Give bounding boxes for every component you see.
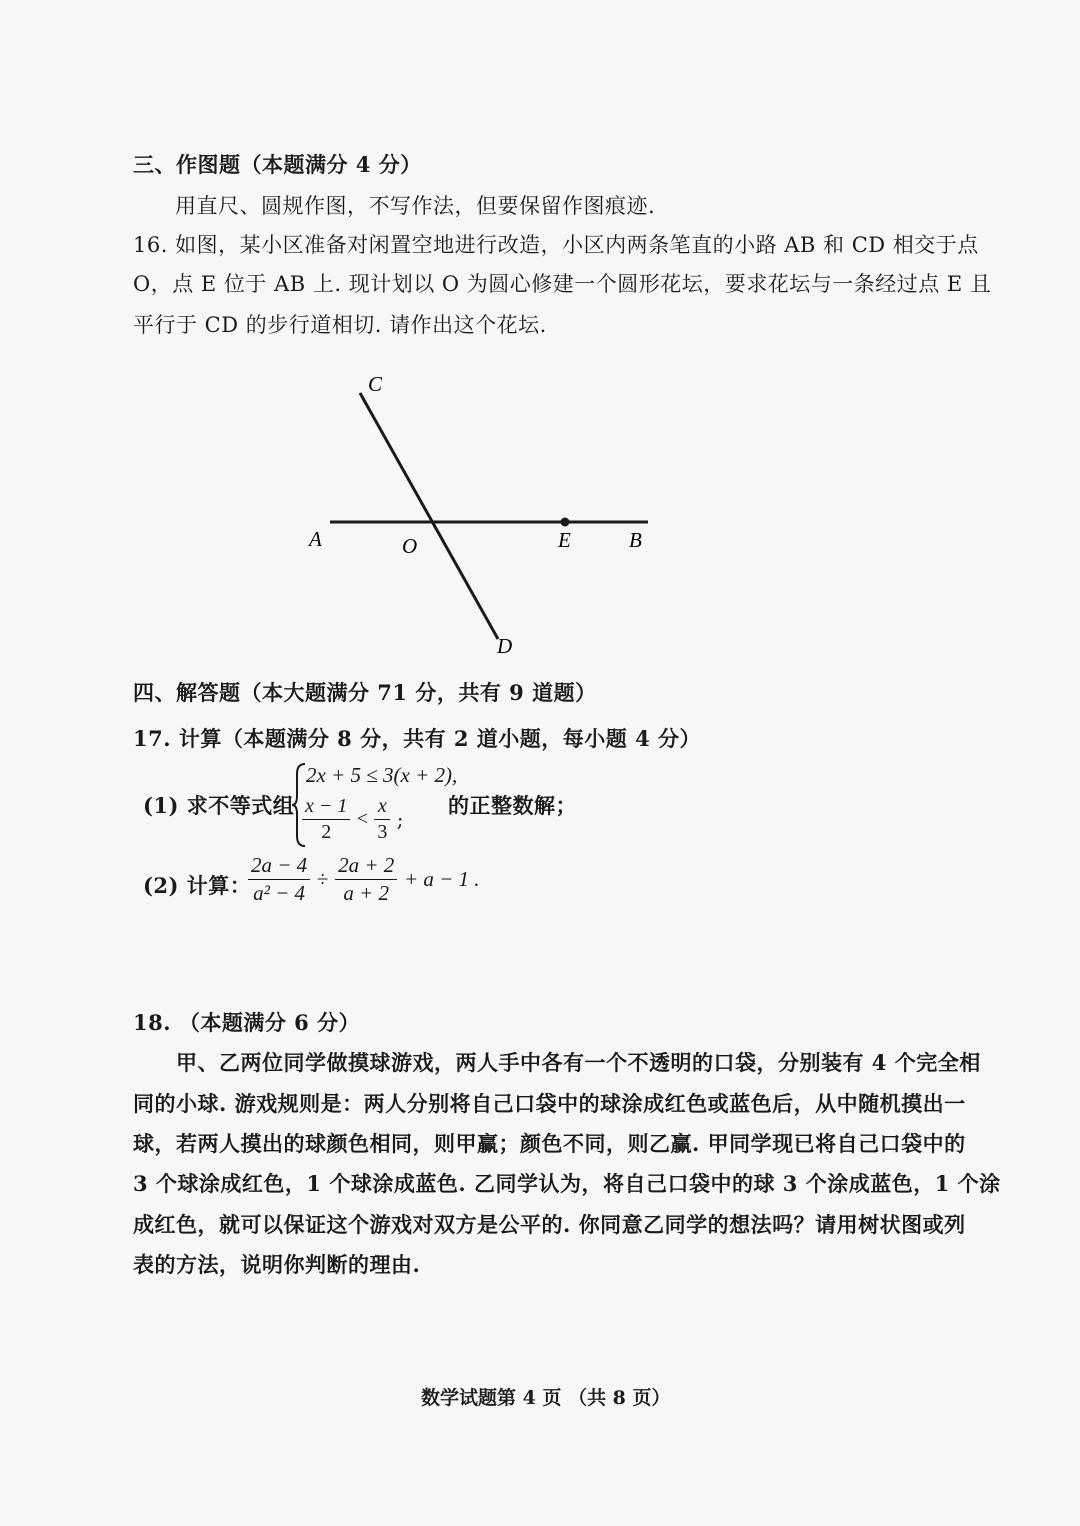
q17-part2-expression bbox=[248, 853, 480, 906]
q16-line1: 16. 如图，某小区准备对闲置空地进行改造，小区内两条笔直的小路 AB 和 CD 相交于点 bbox=[133, 233, 979, 257]
q17-ineq2 bbox=[302, 795, 403, 844]
q17-part2-prefix: (2) 计算： bbox=[143, 873, 252, 898]
part2-frac1-num: 2a − 4 bbox=[248, 853, 310, 880]
section3-heading: 三、作图题（本题满分 4 分） bbox=[133, 152, 422, 177]
label-o: O bbox=[402, 534, 418, 558]
q16-line3: 平行于 CD 的步行道相切. 请作出这个花坛. bbox=[133, 313, 547, 337]
q17-ineq1: 2x + 5 ≤ 3(x + 2), bbox=[306, 763, 458, 787]
section4-heading: 四、解答题（本大题满分 71 分，共有 9 道题） bbox=[133, 680, 597, 705]
ineq2-right-den: 3 bbox=[377, 821, 388, 843]
part2-frac2-num: 2a + 2 bbox=[335, 853, 397, 880]
part2-frac1 bbox=[248, 853, 310, 906]
label-c: C bbox=[368, 372, 383, 396]
q16-line2: O，点 E 位于 AB 上. 现计划以 O 为圆心修建一个圆形花坛，要求花坛与一条经过点 E 且 bbox=[133, 272, 992, 296]
part2-div: ÷ bbox=[316, 867, 329, 891]
ineq2-end: ; bbox=[396, 807, 404, 832]
q18-line3: 球，若两人摸出的球颜色相同，则甲赢；颜色不同，则乙赢. 甲同学现已将自己口袋中的 bbox=[133, 1131, 966, 1156]
q18-line6: 表的方法，说明你判断的理由. bbox=[133, 1252, 421, 1277]
q16-figure bbox=[290, 365, 670, 665]
ineq2-left-frac bbox=[302, 795, 350, 844]
label-e: E bbox=[558, 528, 571, 552]
q18-line4: 3 个球涂成红色，1 个球涂成蓝色. 乙同学认为，将自己口袋中的球 3 个涂成蓝色，1 个涂 bbox=[133, 1171, 1001, 1196]
ineq2-lt: < bbox=[356, 808, 369, 830]
label-d: D bbox=[497, 634, 513, 658]
part2-frac1-den: a² − 4 bbox=[253, 881, 306, 905]
ineq2-left-num: x − 1 bbox=[302, 795, 350, 820]
q17-heading: 17. 计算（本题满分 8 分，共有 2 道小题，每小题 4 分） bbox=[133, 726, 702, 751]
part2-frac2 bbox=[335, 853, 397, 906]
q18-line5: 成红色，就可以保证这个游戏对双方是公平的. 你同意乙同学的想法吗？请用树状图或列 bbox=[133, 1212, 966, 1237]
section3-instruction: 用直尺、圆规作图，不写作法，但要保留作图痕迹. bbox=[175, 194, 656, 218]
label-b: B bbox=[629, 528, 642, 552]
ineq2-right-num: x bbox=[374, 795, 390, 820]
q18-line2: 同的小球. 游戏规则是：两人分别将自己口袋中的球涂成红色或蓝色后，从中随机摸出一 bbox=[133, 1091, 966, 1116]
page-footer: 数学试题第 4 页 （共 8 页） bbox=[421, 1387, 671, 1409]
line-cd bbox=[360, 393, 498, 639]
ineq2-left-den: 2 bbox=[321, 821, 332, 843]
ineq2-right-frac bbox=[374, 795, 390, 844]
label-a: A bbox=[309, 527, 322, 551]
q17-part1-suffix: 的正整数解； bbox=[448, 793, 577, 818]
part2-tail: + a − 1 . bbox=[403, 867, 480, 891]
part2-frac2-den: a + 2 bbox=[343, 881, 389, 905]
q18-heading: 18. （本题满分 6 分） bbox=[133, 1010, 361, 1035]
point-e bbox=[561, 518, 570, 527]
q18-line1: 甲、乙两位同学做摸球游戏，两人手中各有一个不透明的口袋，分别装有 4 个完全相 bbox=[176, 1050, 981, 1075]
q17-part1-prefix: (1) 求不等式组 bbox=[143, 793, 295, 818]
